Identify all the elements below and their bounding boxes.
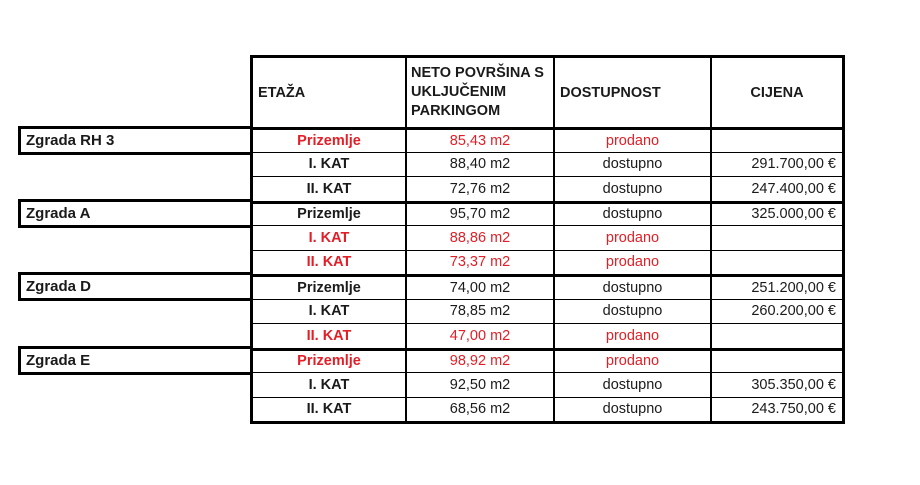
cell-dostupnost: prodano (553, 324, 710, 348)
cell-etaza: I. KAT (308, 376, 350, 393)
building-label-zgrada-a: Zgrada A (18, 199, 253, 228)
building-label-zgrada-e: Zgrada E (18, 346, 253, 375)
cell-etaza: I. KAT (308, 156, 350, 173)
cell-dostupnost: dostupno (553, 153, 710, 177)
cell-cijena (710, 324, 842, 348)
cell-neto: 95,70 m2 (405, 204, 553, 226)
cell-cijena: 243.750,00 € (710, 398, 842, 422)
cell-dostupnost: dostupno (553, 300, 710, 324)
cell-etaza: Prizemlje (297, 353, 361, 370)
cell-dostupnost: prodano (553, 226, 710, 250)
cell-etaza: Prizemlje (297, 206, 361, 223)
cell-cijena (710, 251, 842, 275)
cell-cijena: 251.200,00 € (710, 277, 842, 299)
cell-etaza: II. KAT (306, 401, 352, 418)
cell-cijena: 260.200,00 € (710, 300, 842, 324)
cell-etaza: I. KAT (308, 303, 350, 320)
cell-neto: 98,92 m2 (405, 351, 553, 373)
header-dostupnost: DOSTUPNOST (553, 58, 710, 127)
table-row (253, 127, 842, 152)
header-neto-povrsina: NETO POVRŠINA S UKLJUČENIM PARKINGOM (405, 58, 553, 127)
table-row (253, 274, 842, 299)
cell-cijena (710, 130, 842, 152)
cell-cijena: 325.000,00 € (710, 204, 842, 226)
header-cijena: CIJENA (710, 58, 842, 127)
table-row (253, 372, 842, 397)
cell-cijena (710, 226, 842, 250)
cell-neto: 72,76 m2 (405, 177, 553, 201)
table-row (253, 225, 842, 250)
table-row (253, 299, 842, 324)
cell-dostupnost: prodano (553, 351, 710, 373)
cell-etaza: Prizemlje (297, 279, 361, 296)
cell-neto: 74,00 m2 (405, 277, 553, 299)
cell-cijena: 291.700,00 € (710, 153, 842, 177)
cell-neto: 47,00 m2 (405, 324, 553, 348)
cell-etaza: I. KAT (308, 229, 350, 246)
cell-etaza: II. KAT (306, 180, 352, 197)
table-header-row (253, 58, 842, 127)
cell-dostupnost: dostupno (553, 177, 710, 201)
cell-neto: 73,37 m2 (405, 251, 553, 275)
cell-dostupnost: dostupno (553, 204, 710, 226)
table-row (253, 397, 842, 422)
cell-neto: 88,40 m2 (405, 153, 553, 177)
cell-neto: 92,50 m2 (405, 373, 553, 397)
table-row (253, 250, 842, 275)
cell-neto: 78,85 m2 (405, 300, 553, 324)
cell-dostupnost: dostupno (553, 277, 710, 299)
table-row (253, 348, 842, 373)
cell-neto: 68,56 m2 (405, 398, 553, 422)
table-row (253, 201, 842, 226)
header-etaza: ETAŽA (258, 84, 306, 101)
table-row (253, 176, 842, 201)
cell-dostupnost: dostupno (553, 398, 710, 422)
cell-cijena: 247.400,00 € (710, 177, 842, 201)
cell-etaza: Prizemlje (297, 132, 361, 149)
cell-neto: 88,86 m2 (405, 226, 553, 250)
cell-cijena (710, 351, 842, 373)
cell-etaza: II. KAT (306, 327, 352, 344)
cell-etaza: II. KAT (306, 254, 352, 271)
cell-dostupnost: prodano (553, 130, 710, 152)
price-table (250, 55, 845, 424)
cell-dostupnost: prodano (553, 251, 710, 275)
cell-dostupnost: dostupno (553, 373, 710, 397)
building-label-zgrada-d: Zgrada D (18, 272, 253, 301)
cell-neto: 85,43 m2 (405, 130, 553, 152)
table-row (253, 152, 842, 177)
building-label-zgrada-rh3: Zgrada RH 3 (18, 126, 253, 155)
table-row (253, 323, 842, 348)
cell-cijena: 305.350,00 € (710, 373, 842, 397)
